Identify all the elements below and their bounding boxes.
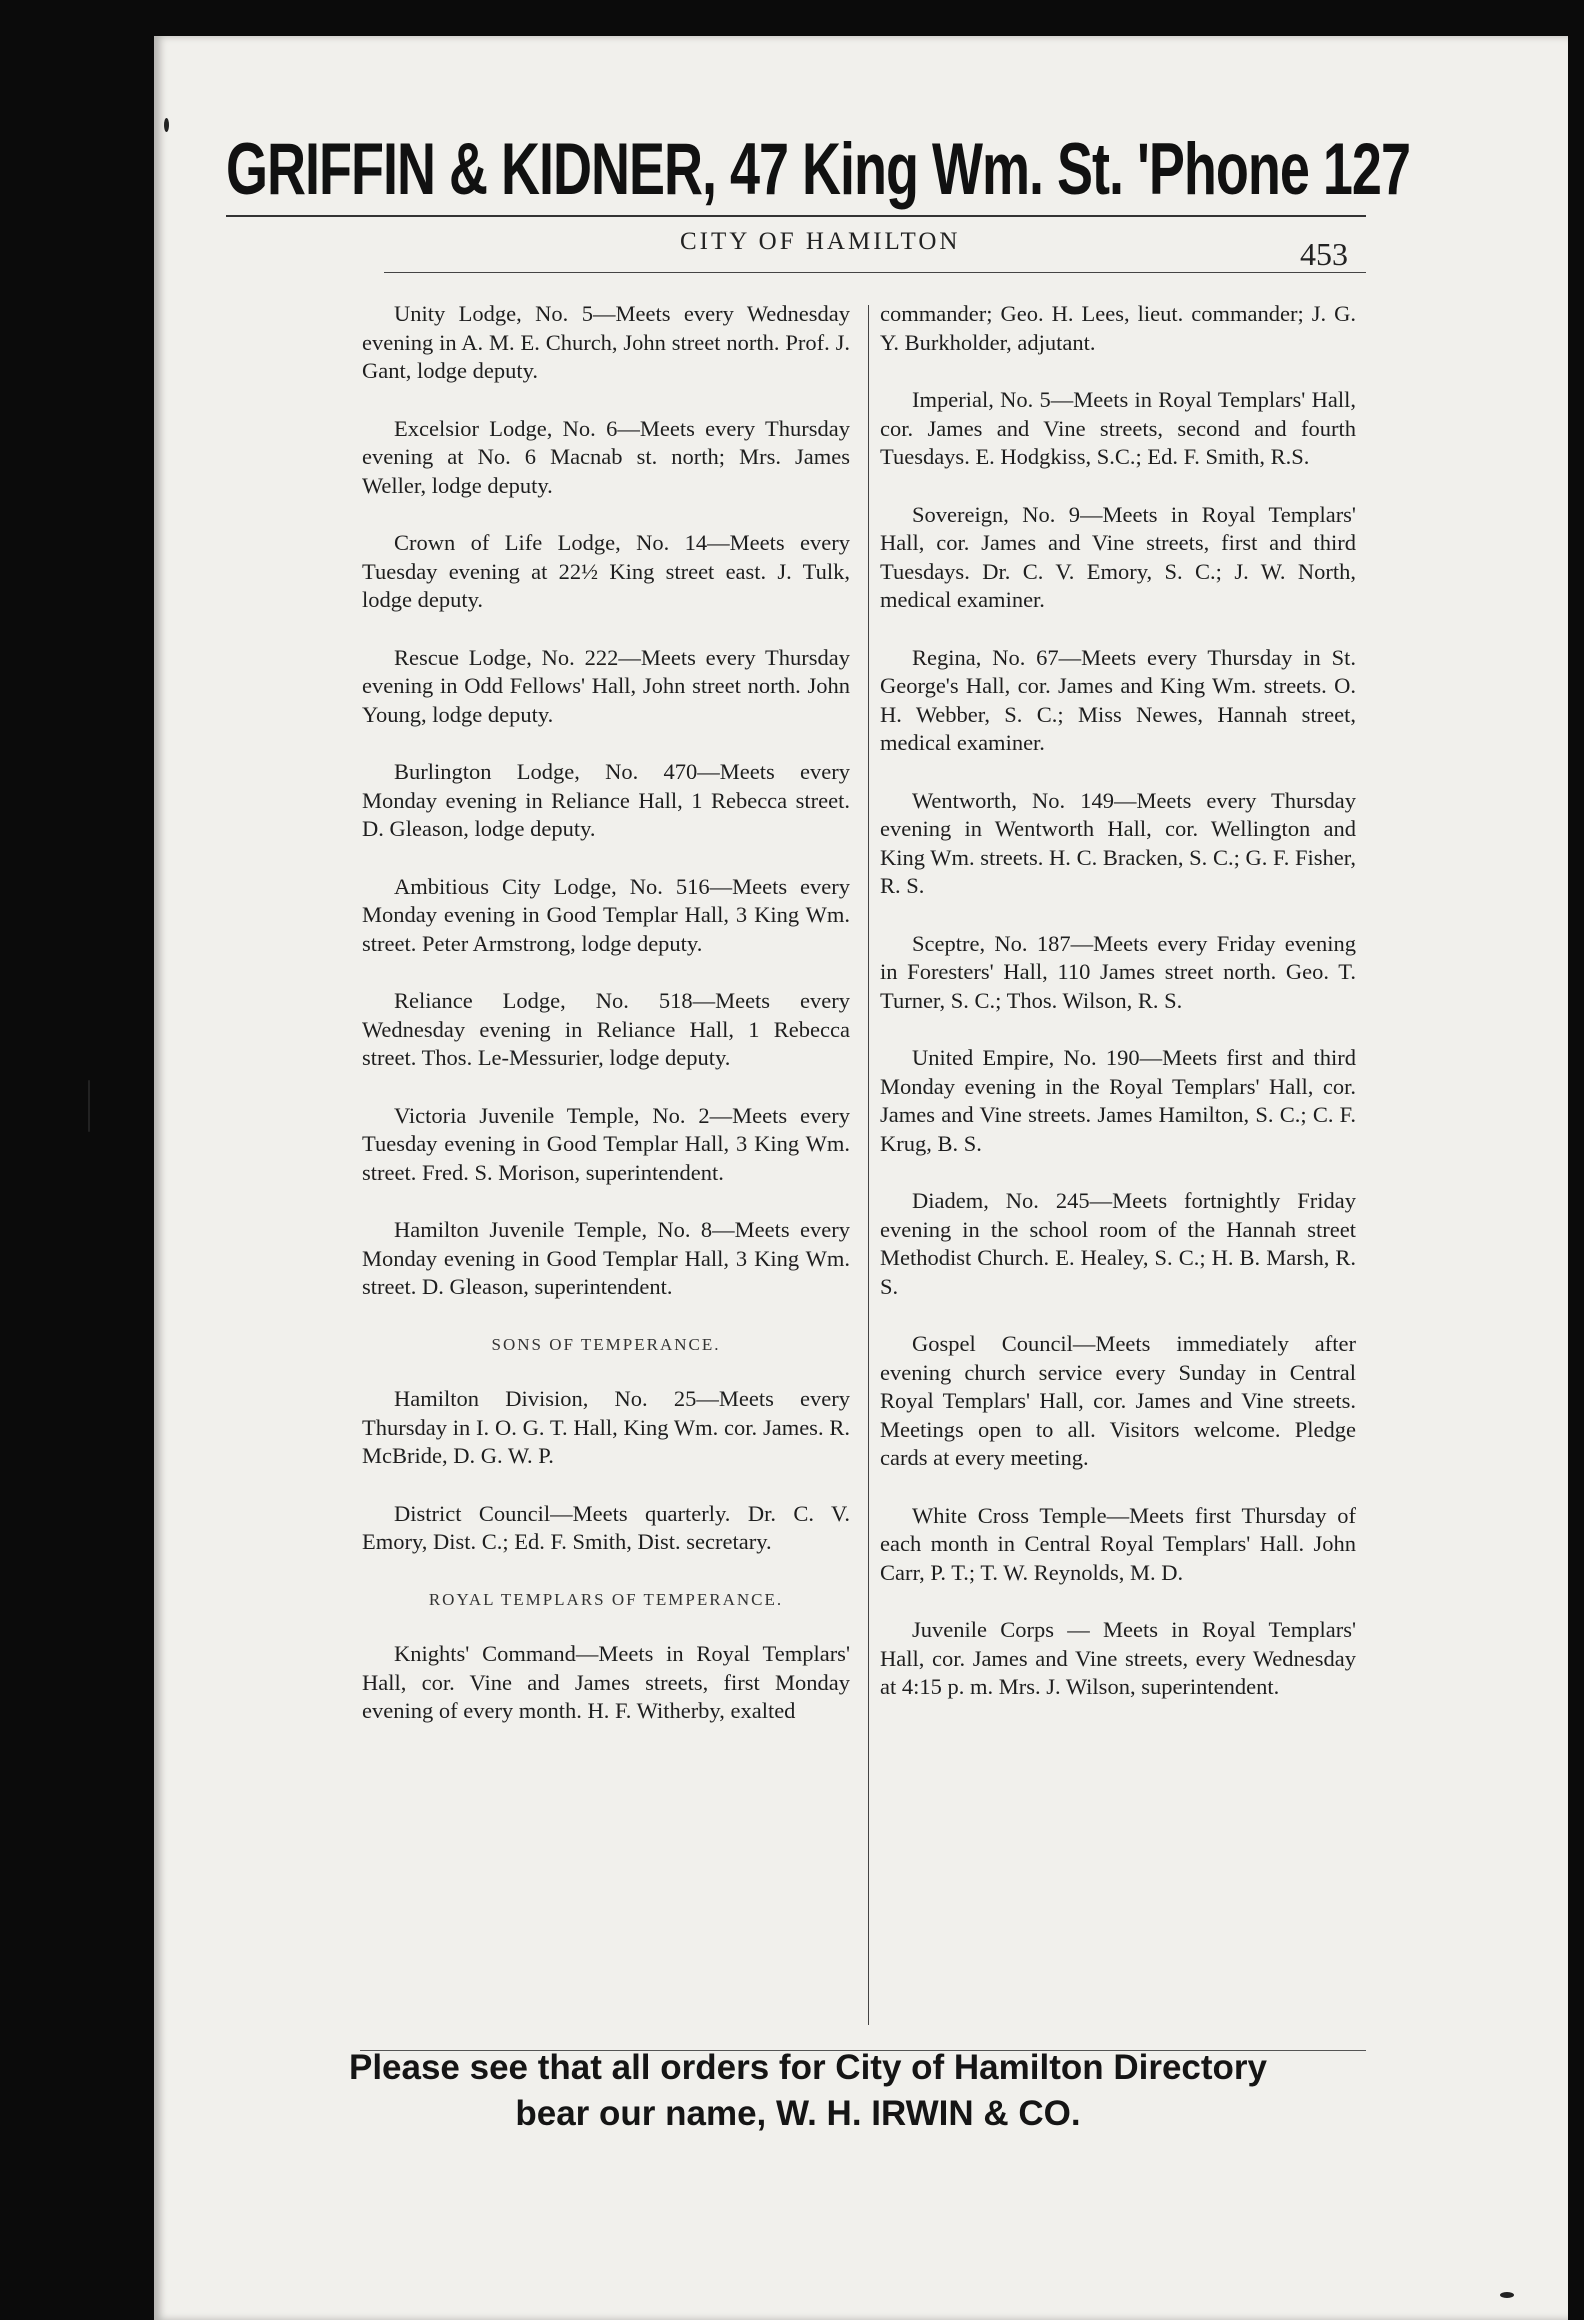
left-column <box>362 300 850 1755</box>
lodge-entry: Sovereign, No. 9—Meets in Royal Templars' Hall, cor. James and Vine streets, first and third Tuesdays. Dr. C. V. Emory, S. C.; J. W. North, medical examiner. <box>880 501 1356 612</box>
page-number: 453 <box>1300 236 1348 272</box>
lodge-entry: Regina, No. 67—Meets every Thursday in St. George's Hall, cor. James and King Wm. streets. O. H. Webber, S. C.; Miss Newes, Hannah street, medical examiner. <box>880 644 1356 755</box>
lodge-entry: Reliance Lodge, No. 518—Meets every Wednesday evening in Reliance Hall, 1 Rebecca street. Thos. Le-Messurier, lodge deputy. <box>362 988 850 1070</box>
lodge-entry: United Empire, No. 190—Meets first and third Monday evening in the Royal Templars' Hall, cor. James and Vine streets. James Hamilton, S. C.; C. F. Krug, B. S. <box>880 1045 1356 1156</box>
section-heading: SONS OF TEMPERANCE. <box>491 1334 721 1354</box>
lodge-entry: Excelsior Lodge, No. 6—Meets every Thursday evening at No. 6 Macnab st. north; Mrs. James Weller, lodge deputy. <box>362 415 850 498</box>
right-column <box>880 300 1356 1731</box>
lodge-entry: Hamilton Division, No. 25—Meets every Thursday in I. O. G. T. Hall, King Wm. cor. James. R. McBride, D. G. W. P. <box>362 1386 850 1468</box>
lodge-entry: Knights' Command—Meets in Royal Templars' Hall, cor. Vine and James streets, first Monday evening of every month. H. F. Witherby, exalted <box>362 1641 850 1723</box>
lodge-entry: Sceptre, No. 187—Meets every Friday evening in Foresters' Hall, 110 James street north. Geo. T. Turner, S. C.; Thos. Wilson, R. S. <box>880 930 1356 1013</box>
lodge-entry: Unity Lodge, No. 5—Meets every Wednesday evening in A. M. E. Church, John street north. Prof. J. Gant, lodge deputy. <box>362 301 850 383</box>
lodge-entry: Juvenile Corps — Meets in Royal Templars' Hall, cor. James and Vine streets, every Wednesday at 4:15 p. m. Mrs. J. Wilson, superintendent. <box>880 1617 1356 1699</box>
lodge-entry: Gospel Council—Meets immediately after evening church service every Sunday in Central Royal Templars' Hall, cor. James and Vine streets. Meetings open to all. Visitors welcome. Pledge cards at every meeting. <box>880 1331 1356 1470</box>
section-heading: ROYAL TEMPLARS OF TEMPERANCE. <box>428 1589 784 1609</box>
advertisement-banner: GRIFFIN & KIDNER, 47 King Wm. St. 'Phone 127 <box>226 129 1410 211</box>
header-rule <box>226 215 1366 217</box>
column-divider <box>868 305 869 2025</box>
lodge-entry: White Cross Temple—Meets first Thursday of each month in Central Royal Templars' Hall. John Carr, P. T.; T. W. Reynolds, M. D. <box>880 1502 1356 1585</box>
lodge-entry: Victoria Juvenile Temple, No. 2—Meets every Tuesday evening in Good Templar Hall, 3 King Wm. street. Fred. S. Morison, superintendent. <box>362 1102 850 1185</box>
scan-speck <box>1500 2292 1514 2298</box>
lodge-entry: Rescue Lodge, No. 222—Meets every Thursday evening in Odd Fellows' Hall, John street north. John Young, lodge deputy. <box>362 644 850 727</box>
lodge-entry: Wentworth, No. 149—Meets every Thursday evening in Wentworth Hall, cor. Wellington and King Wm. streets. H. C. Bracken, S. C.; G. F. Fisher, R. S. <box>880 787 1356 898</box>
lodge-entry: Burlington Lodge, No. 470—Meets every Monday evening in Reliance Hall, 1 Rebecca street. D. Gleason, lodge deputy. <box>362 759 850 841</box>
continued-entry: commander; Geo. H. Lees, lieut. commander; J. G. Y. Burkholder, adjutant. <box>880 301 1356 355</box>
lodge-entry: Ambitious City Lodge, No. 516—Meets every Monday evening in Good Templar Hall, 3 King Wm. street. Peter Armstrong, lodge deputy. <box>362 873 850 956</box>
lodge-entry: District Council—Meets quarterly. Dr. C. V. Emory, Dist. C.; Ed. F. Smith, Dist. secretary. <box>362 1500 850 1554</box>
footer-notice-line-1: Please see that all orders for City of Hamilton Directory <box>348 2048 1268 2087</box>
running-head: CITY OF HAMILTON <box>680 228 961 255</box>
scan-speck <box>164 118 169 132</box>
lodge-entry: Imperial, No. 5—Meets in Royal Templars' Hall, cor. James and Vine streets, second and fourth Tuesdays. E. Hodgkiss, S.C.; Ed. F. Smith, R.S. <box>880 387 1356 469</box>
lodge-entry: Hamilton Juvenile Temple, No. 8—Meets every Monday evening in Good Templar Hall, 3 King Wm. street. D. Gleason, superintendent. <box>362 1217 850 1299</box>
lodge-entry: Diadem, No. 245—Meets fortnightly Friday evening in the school room of the Hannah street Methodist Church. E. Healey, S. C.; H. B. Marsh, R. S. <box>880 1188 1356 1299</box>
lodge-entry: Crown of Life Lodge, No. 14—Meets every Tuesday evening at 22½ King street east. J. Tulk, lodge deputy. <box>362 530 850 612</box>
running-head-rule <box>384 272 1366 273</box>
footer-notice-line-2: bear our name, W. H. IRWIN & CO. <box>515 2094 1081 2133</box>
scan-speck <box>88 1080 90 1132</box>
